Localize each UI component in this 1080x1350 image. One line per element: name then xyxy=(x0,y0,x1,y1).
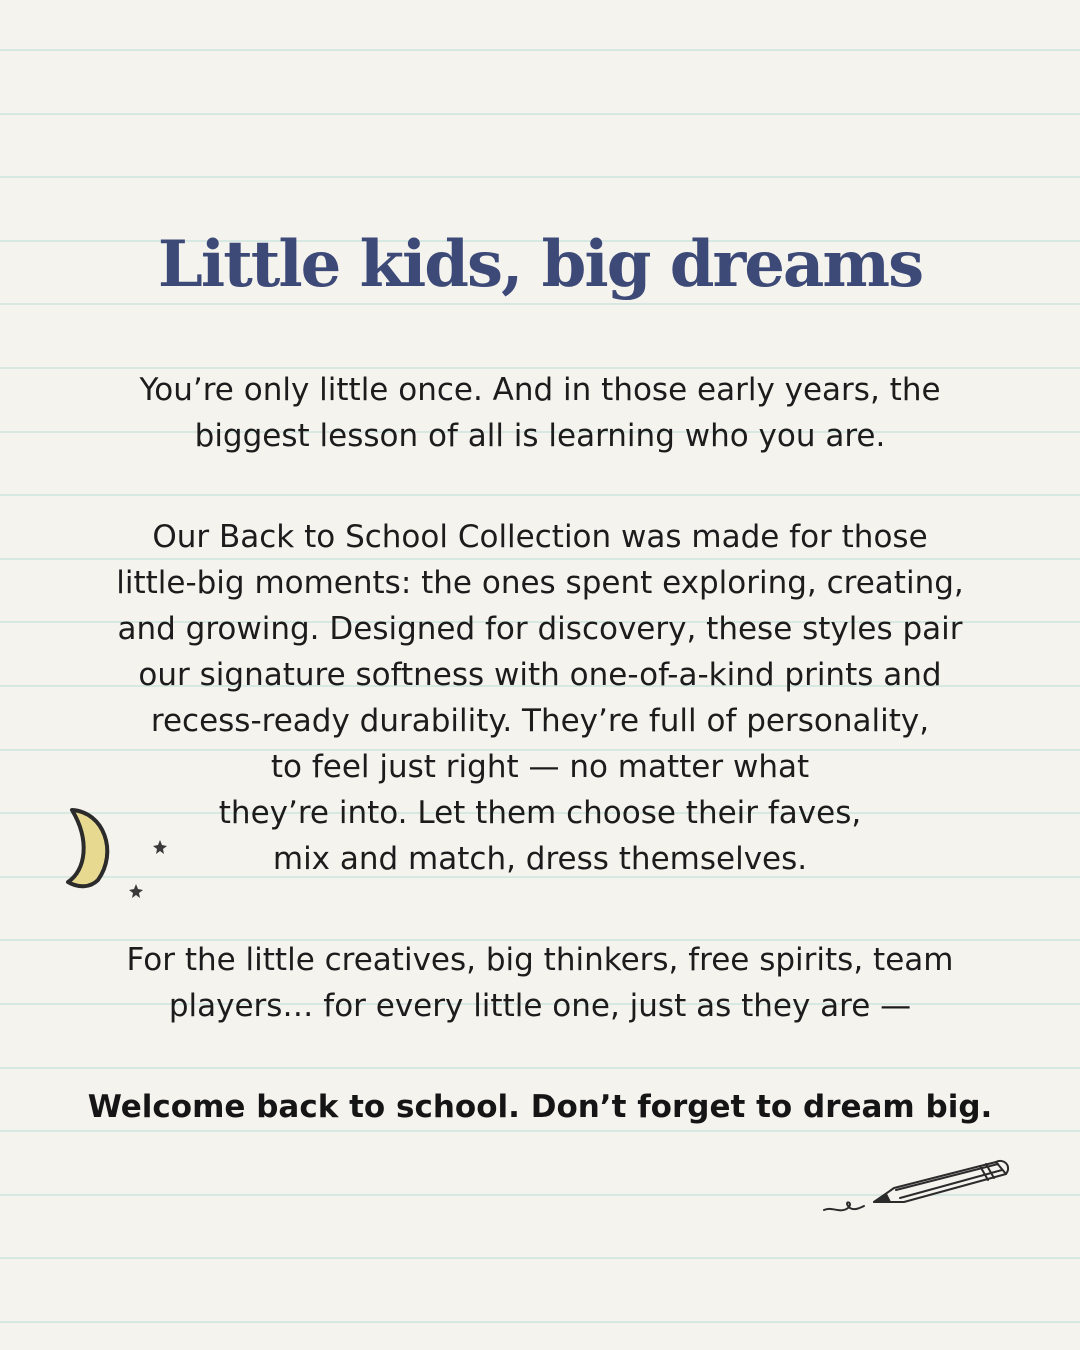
paragraph-line: and growing. Designed for discovery, these styles pair xyxy=(117,611,963,647)
rule-line xyxy=(0,1130,1080,1132)
rule-line xyxy=(0,1257,1080,1259)
page-title: Little kids, big dreams xyxy=(157,227,923,302)
closing-line: Welcome back to school. Don’t forget to dream big. xyxy=(87,1089,993,1125)
rule-line xyxy=(0,494,1080,496)
paragraph-collection xyxy=(90,514,990,882)
rule-line xyxy=(0,1067,1080,1069)
star-icon xyxy=(153,840,167,854)
paragraph-line: recess-ready durability. They’re full of personality, xyxy=(150,703,930,739)
paragraph-line: players… for every little one, just as they are — xyxy=(168,988,912,1024)
pencil-icon xyxy=(818,1150,1018,1225)
rule-line xyxy=(0,49,1080,51)
paragraph-line: our signature softness with one-of-a-kind prints and xyxy=(138,657,942,693)
paragraph-line: to feel just right — no matter what xyxy=(270,749,810,785)
star-icon xyxy=(129,884,143,898)
rule-line xyxy=(0,113,1080,115)
paragraph-line: For the little creatives, big thinkers, free spirits, team xyxy=(126,942,954,978)
rule-line xyxy=(0,1321,1080,1323)
paragraph-line: You’re only little once. And in those early years, the xyxy=(139,372,941,408)
paragraph-line: mix and match, dress themselves. xyxy=(272,841,808,877)
paragraph-line: they’re into. Let them choose their faves, xyxy=(218,795,862,831)
paragraph-line: biggest lesson of all is learning who you are. xyxy=(194,418,886,454)
paragraph-line: Our Back to School Collection was made for those xyxy=(152,519,928,555)
paragraph-dedication xyxy=(90,937,990,1029)
paragraph-line: little-big moments: the ones spent exploring, creating, xyxy=(116,565,964,601)
crescent-moon-icon xyxy=(60,800,180,910)
rule-line xyxy=(0,176,1080,178)
paragraph-intro xyxy=(90,367,990,459)
